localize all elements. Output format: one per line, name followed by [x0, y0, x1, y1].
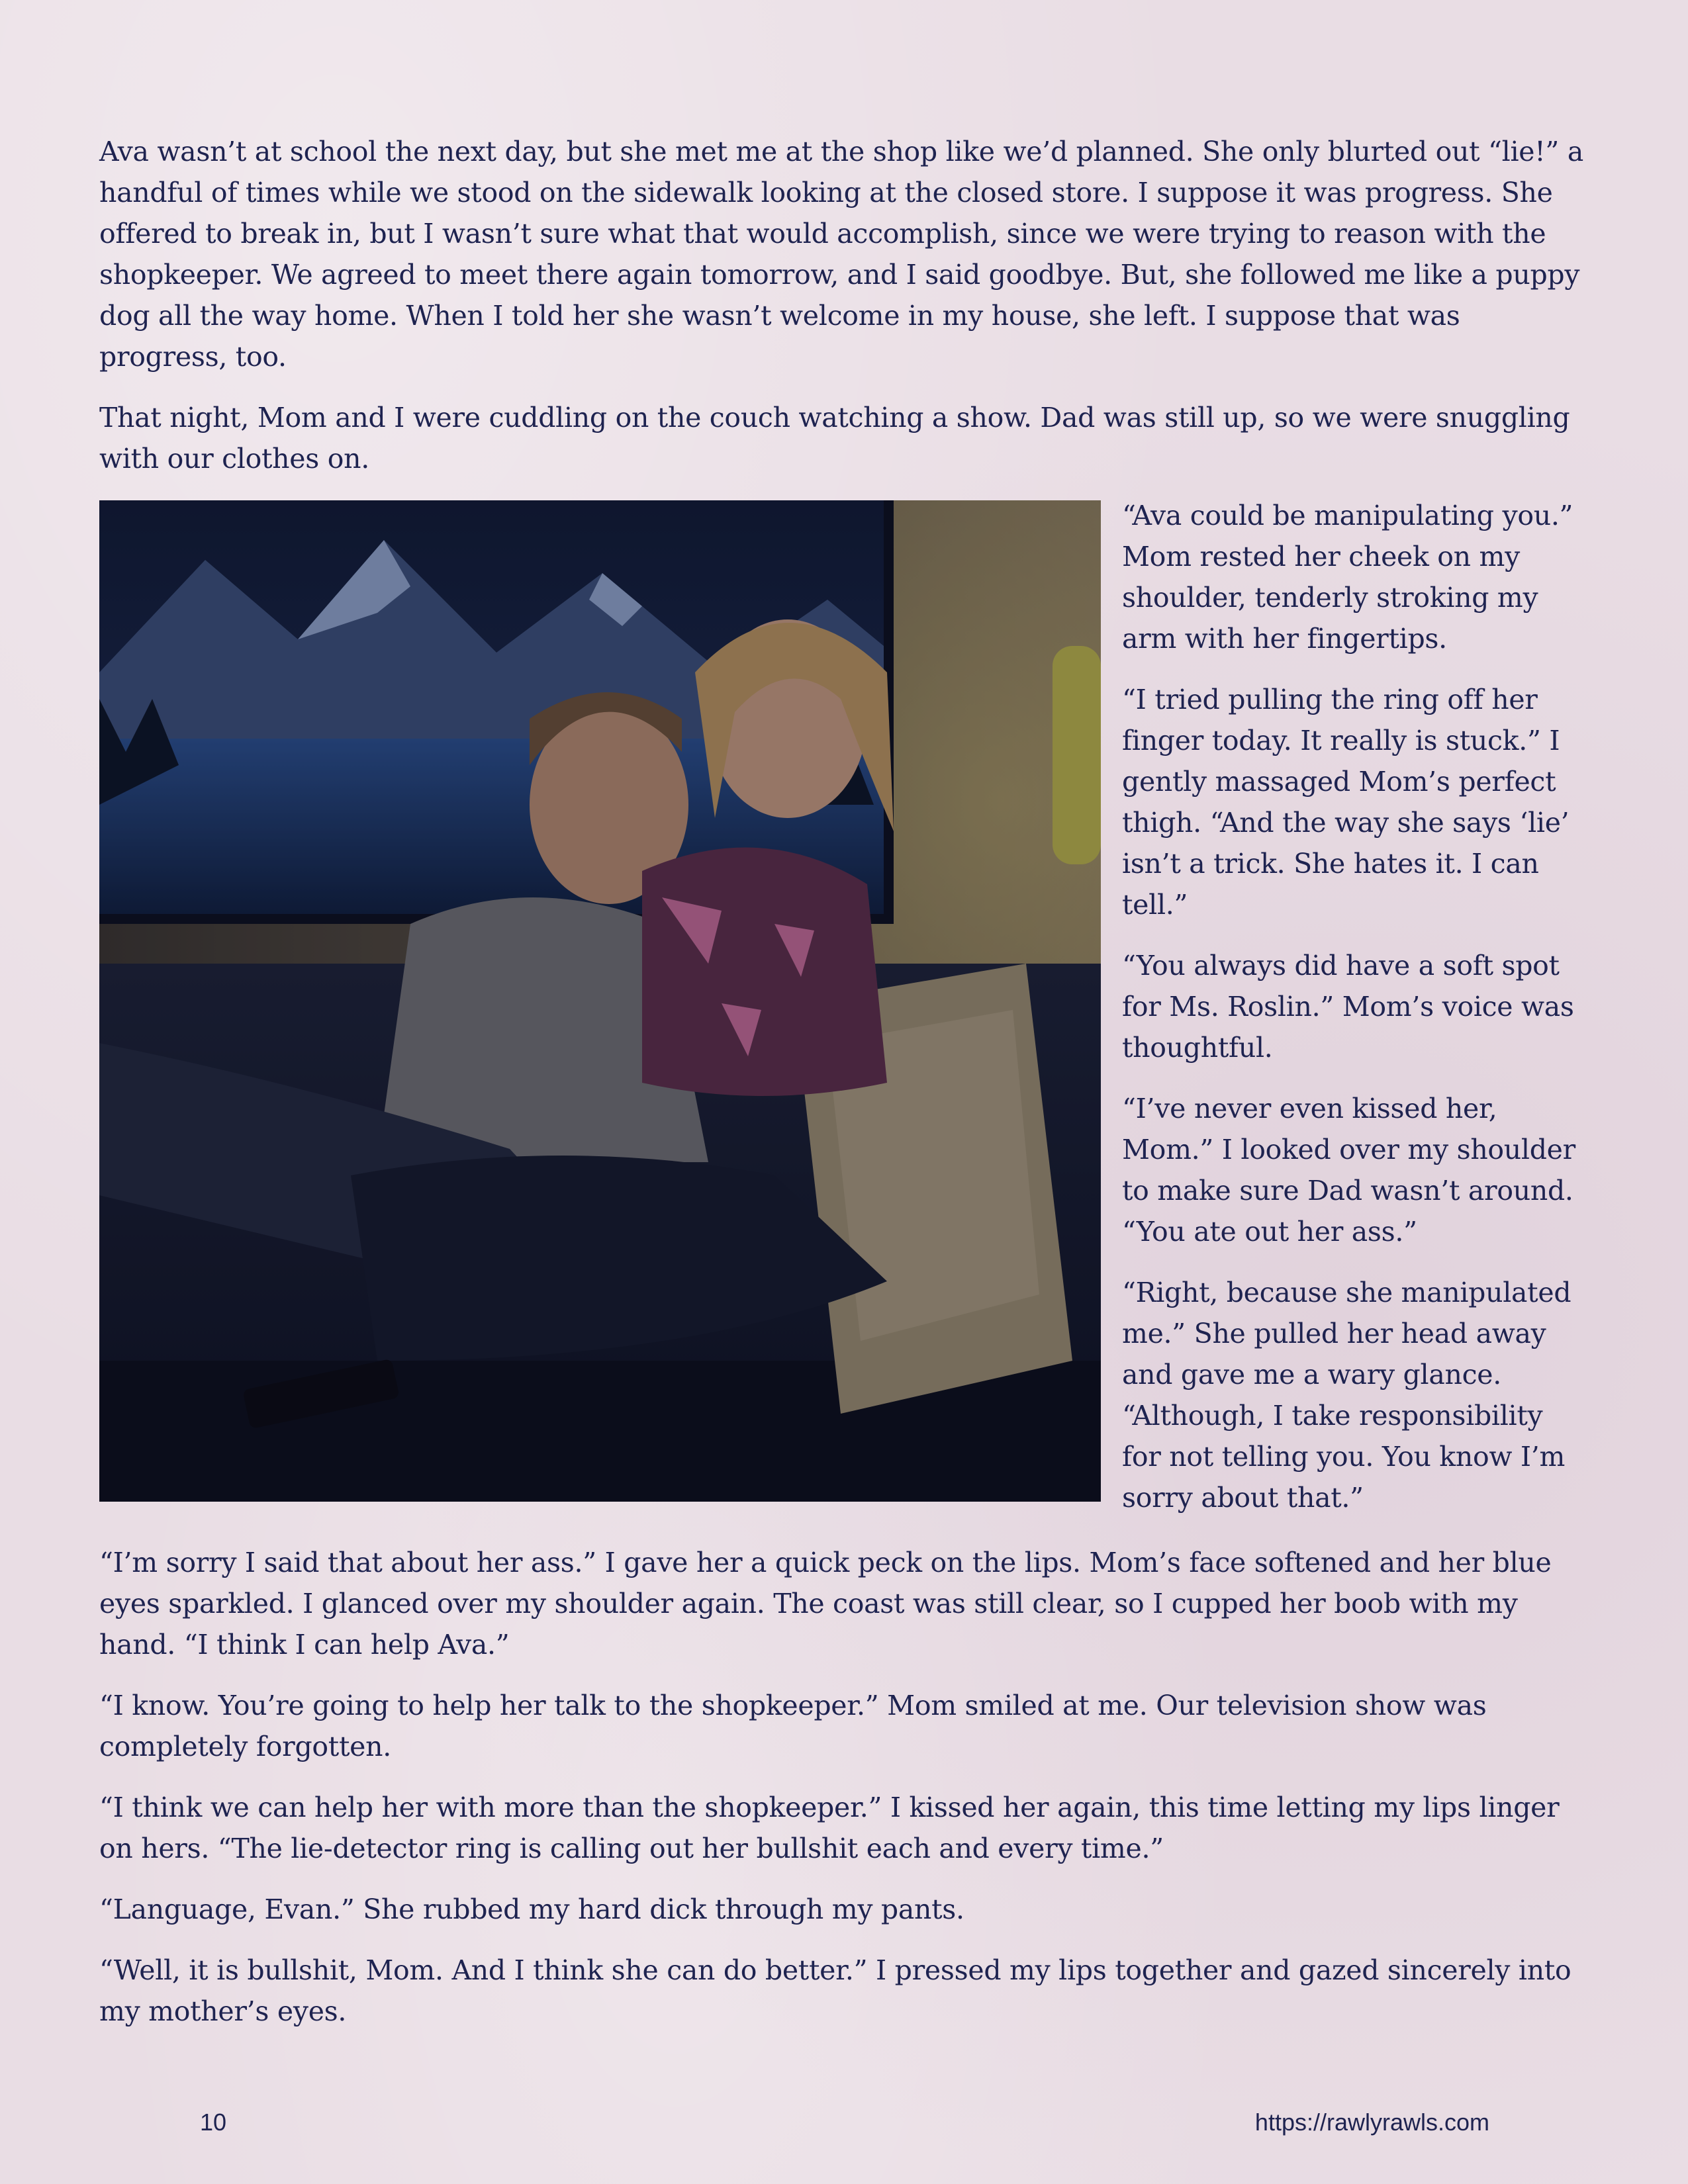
page-number: 10 [200, 2109, 227, 2136]
paragraph: “I think we can help her with more than the shopkeeper.” I kissed her again, this time letting my lips linger on hers. “The lie-detector ring is calling out her bullshit each and every time.” [99, 1792, 1560, 1864]
paragraph: “Right, because she manipulated me.” She pulled her head away and gave me a wary glance. “Although, I take responsibility for not telling you. You know I’m sorry about that.” [1122, 1277, 1571, 1514]
paragraph: “I’ve never even kissed her, Mom.” I looked over my shoulder to make sure Dad wasn’t around. “You ate out her ass.” [1122, 1093, 1575, 1248]
paragraph: Ava wasn’t at school the next day, but she met me at the shop like we’d planned. She only blurted out “lie!” a handful of times while we stood on the sidewalk looking at the closed store. I suppose it was progress. She offered to break in, but I wasn’t sure what that would accomplish, since we were trying to reason with the shopkeeper. We agreed to meet there again tomorrow, and I said goodbye. But, she followed me like a puppy dog all the way home. When I told her she wasn’t welcome in my house, she left. I suppose that was progress, too. [99, 136, 1583, 373]
paragraph: “I know. You’re going to help her talk to the shopkeeper.” Mom smiled at me. Our television show was completely forgotten. [99, 1690, 1487, 1762]
story-text [99, 131, 1589, 2052]
paragraph: That night, Mom and I were cuddling on the couch watching a show. Dad was still up, so we were snuggling with our clothes on. [99, 402, 1570, 475]
paragraph: “Well, it is bullshit, Mom. And I think she can do better.” I pressed my lips together and gazed sincerely into my mother’s eyes. [99, 1954, 1571, 2027]
figure-wrap-section [99, 499, 1589, 1538]
paragraph: “Ava could be manipulating you.” Mom rested her cheek on my shoulder, tenderly stroking my arm with her fingertips. [1122, 500, 1573, 655]
side-column-text [1122, 495, 1589, 1538]
illustration-art [99, 500, 1101, 1502]
paragraph: “You always did have a soft spot for Ms. Roslin.” Mom’s voice was thoughtful. [1122, 950, 1574, 1064]
paragraph: “I tried pulling the ring off her finger today. It really is stuck.” I gently massaged Mom’s perfect thigh. “And the way she says ‘lie’ isn’t a trick. She hates it. I can tell.” [1122, 684, 1570, 921]
website-link[interactable]: https://rawlyrawls.com [1254, 2109, 1489, 2136]
paragraph: “Language, Evan.” She rubbed my hard dick through my pants. [99, 1893, 964, 1925]
story-illustration [99, 500, 1101, 1502]
paragraph: “I’m sorry I said that about her ass.” I gave her a quick peck on the lips. Mom’s face softened and her blue eyes sparkled. I glanced over my shoulder again. The coast was still clear, so I cupped her boob with my hand. “I think I can help Ava.” [99, 1547, 1552, 1661]
